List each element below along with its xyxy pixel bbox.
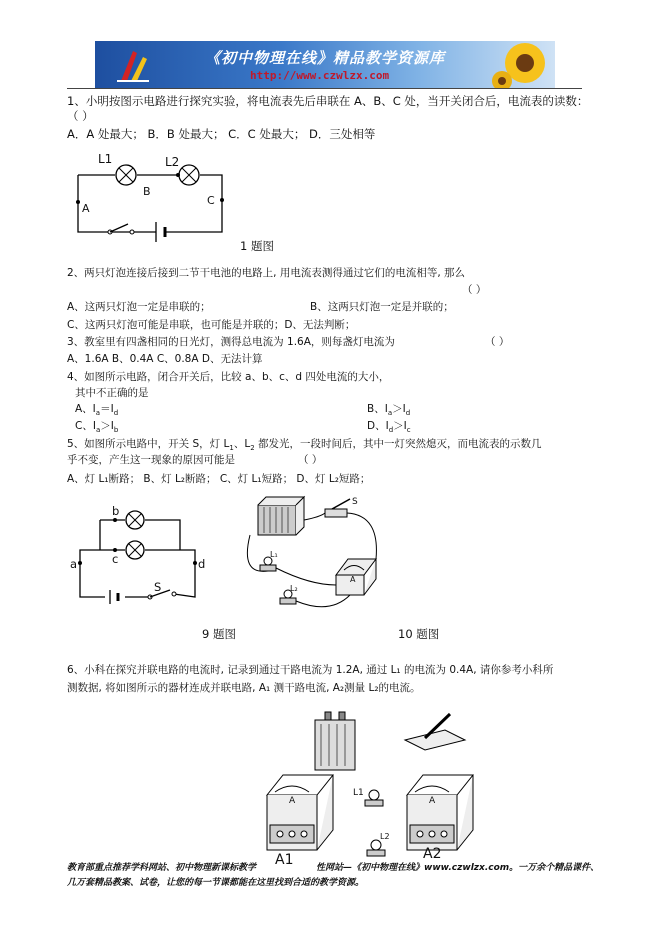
q1-circuit-figure [70, 150, 230, 242]
q6-label-l1: L1 [353, 788, 364, 798]
q5-stem2: 乎不变，产生这一现象的原因可能是 [67, 454, 235, 466]
q6-line1: 6、小科在探究并联电路的电流时, 记录到通过干路电流为 1.2A, 通过 L₁ 的电流为 0.4A, 请你参考小科所 [67, 664, 554, 676]
fig9-caption: 9 题图 [202, 627, 236, 641]
label-c: C [207, 194, 215, 207]
footer-line1: 教育部重点推荐学科网站、初中物理新课标教学 性网站—《初中物理在线》www.czwlzx.com。一万余个精品课件、 [67, 863, 600, 873]
fig9-label-d: d [198, 557, 206, 571]
q5-answer-paren: （ ） [298, 454, 323, 466]
q6-line2: 测数据, 将如图所示的器材连成并联电路, A₁ 测干路电流, A₂测量 L₂的电流。 [67, 682, 421, 694]
q4-stem2: 其中不正确的是 [75, 387, 149, 399]
fig9-circuit [70, 500, 210, 605]
q5-options: A、灯 L₁断路； B、灯 L₂断路； C、灯 L₁短路； D、灯 L₂短路； [67, 473, 371, 485]
q4-option-a: A、$I_a=I_d$ [75, 403, 119, 418]
q1-answer-paren: （ ） [67, 109, 94, 123]
fig10-label-meter: A [350, 575, 356, 584]
q2-answer-paren: （ ） [462, 284, 487, 296]
q4-option-d: D、$I_d>I_c$ [367, 420, 411, 435]
q6-label-l2: L2 [380, 832, 390, 841]
label-l1: L1 [98, 152, 113, 166]
fig10-label-l1: L₁ [270, 550, 278, 559]
banner-url: http://www.czwlzx.com [250, 69, 390, 82]
fig9-label-a: a [70, 557, 78, 571]
label-b: B [143, 185, 151, 198]
q4-option-c: C、$I_a>I_b$ [75, 420, 119, 435]
q5-stem: 5、如图所示电路中，开关 S，灯 $L_1$、$L_2$ 都发光，一段时间后，其中一灯突然熄灭，而电流表的示数几 [67, 438, 542, 453]
q6-label-a2: A2 [423, 846, 442, 862]
q1-options: A．A 处最大； B．B 处最大； C．C 处最大； D．三处相等 [67, 127, 376, 141]
q2-option-cd: C、这两只灯泡可能是串联，也可能是并联的；D、无法判断； [67, 319, 356, 331]
q1-caption: 1 题图 [240, 239, 274, 253]
fig10-caption: 10 题图 [398, 627, 440, 641]
q3-answer-paren: （ ） [485, 336, 510, 348]
header-rule [67, 88, 582, 89]
banner-title: 《初中物理在线》精品教学资源库 [205, 49, 446, 67]
q6-label-a1: A1 [275, 852, 294, 868]
fig10-apparatus [240, 495, 390, 620]
label-a: A [82, 202, 90, 215]
q4-option-b: B、$I_a>I_d$ [367, 403, 411, 418]
sunflower-icon [490, 41, 555, 88]
logo-icon [113, 45, 153, 85]
fig9-label-b: b [112, 504, 120, 518]
header-banner [95, 41, 555, 88]
footer-line2: 几万套精品教案、试卷，让您的每一节课都能在这里找到合适的教学资源。 [67, 878, 365, 888]
q6-meter-a2-face: A [429, 796, 436, 806]
q1-stem: 1、小明按图示电路进行探究实验，将电流表先后串联在 A、B、C 处，当开关闭合后，电流表的读数： [67, 94, 589, 108]
fig9-label-s: S [154, 580, 162, 594]
q2-option-b: B、这两只灯泡一定是并联的； [310, 301, 454, 313]
q3-options: A、1.6A B、0.4A C、0.8A D、无法计算 [67, 353, 263, 365]
q3-stem: 3、教室里有四盏相同的日光灯，测得总电流为 1.6A，则每盏灯电流为 [67, 336, 395, 348]
q6-apparatus [245, 710, 485, 870]
q2-stem: 2、两只灯泡连接后接到二节干电池的电路上, 用电流表测得通过它们的电流相等, 那么 [67, 267, 466, 279]
q2-option-a: A、这两只灯泡一定是串联的； [67, 301, 211, 313]
label-l2: L2 [165, 155, 180, 169]
fig10-label-s: S [352, 497, 358, 507]
q4-stem: 4、如图所示电路，闭合开关后，比较 a、b、c、d 四处电流的大小， [67, 371, 390, 383]
fig9-label-c: c [112, 552, 119, 566]
fig10-label-l2: L₂ [290, 584, 298, 593]
q6-meter-a1-face: A [289, 796, 296, 806]
